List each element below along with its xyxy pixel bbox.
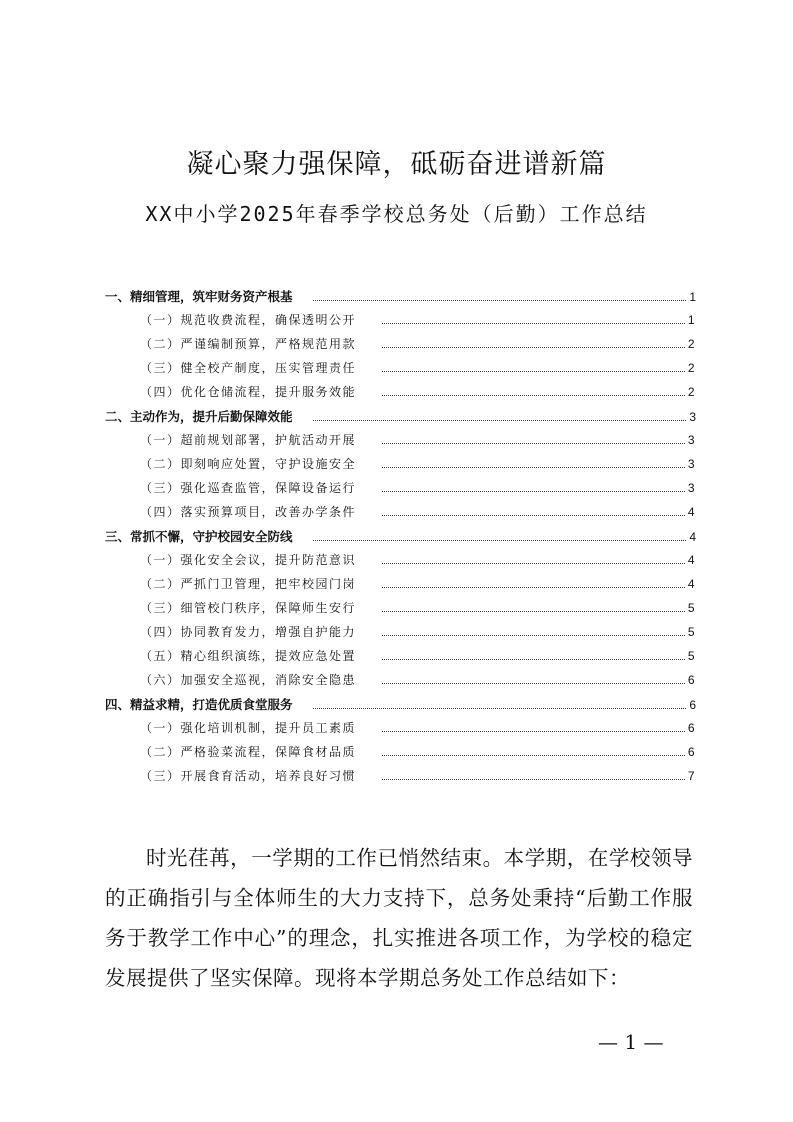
toc-subheading[interactable] [105,623,696,647]
toc-entry-text: （三）细管校门秩序，保障师生安行 [140,601,357,615]
toc-subheading[interactable] [105,551,696,575]
toc-entry-text: （三）开展食育活动，培养良好习惯 [140,769,357,783]
toc-entry-text: （一）超前规划部署，护航活动开展 [140,433,357,447]
toc-subheading[interactable] [105,647,696,671]
toc-page-number: 6 [689,698,696,712]
toc-entry-text: （五）精心组织演练，提效应急处置 [140,649,357,663]
toc-page-number: 5 [687,649,696,663]
toc-leader-dots [382,323,685,324]
toc-leader-dots [382,347,685,348]
toc-subheading[interactable] [105,311,696,335]
toc-entry-text: 四、精益求精，打造优质食堂服务 [105,697,293,712]
toc-leader-dots [382,659,685,660]
toc-subheading[interactable] [105,719,696,743]
toc-leader-dots [382,371,685,372]
toc-subheading[interactable] [105,431,696,455]
document-title: 凝心聚力强保障，砥砺奋进谱新篇 [186,149,607,180]
toc-entry-text: （四）协同教育发力，增强自护能力 [140,625,357,639]
toc-page-number: 1 [689,290,696,304]
toc-leader-dots [313,540,687,541]
intro-paragraph: 时光荏苒，一学期的工作已悄然结束。本学期，在学校领导的正确指引与全体师生的大力支持下，总务处秉持“后勤工作服务于教学工作中心”的理念，扎实推进各项工作，为学校的稳定发展提供了坚实保障。现将本学期总务处工作总结如下： [105,846,693,990]
toc-page-number: 6 [687,673,696,687]
toc-page-number: 5 [687,601,696,615]
toc-page-number: 4 [687,577,696,591]
toc-entry-text: （一）强化培训机制，提升员工素质 [140,721,357,735]
toc-leader-dots [313,420,687,421]
toc-entry-text: （四）落实预算项目，改善办学条件 [140,505,357,519]
toc-subheading[interactable] [105,599,696,623]
toc-leader-dots [382,395,685,396]
toc-leader-dots [313,300,687,301]
toc-heading[interactable] [105,695,696,719]
toc-heading[interactable] [105,287,696,311]
toc-entry-text: （二）严抓门卫管理，把牢校园门岗 [140,577,357,591]
toc-subheading[interactable] [105,743,696,767]
toc-page-number: 5 [687,625,696,639]
toc-page-number: 4 [687,553,696,567]
toc-page-number: 3 [687,457,696,471]
toc-page-number: 2 [687,337,696,351]
toc-page-number: 7 [687,769,696,783]
toc-leader-dots [382,563,685,564]
toc-page-number: 1 [687,313,696,327]
toc-subheading[interactable] [105,767,696,791]
toc-heading[interactable] [105,527,696,551]
toc-leader-dots [382,515,685,516]
toc-page-number: 4 [689,530,696,544]
toc-entry-text: （二）严谨编制预算，严格规范用款 [140,337,357,351]
toc-entry-text: （二）严格验菜流程，保障食材品质 [140,745,357,759]
toc-subheading[interactable] [105,455,696,479]
toc-leader-dots [382,443,685,444]
toc-subheading[interactable] [105,479,696,503]
toc-subheading[interactable] [105,383,696,407]
toc-entry-text: （三）强化巡查监管，保障设备运行 [140,481,357,495]
toc-entry-text: 一、精细管理，筑牢财务资产根基 [105,289,293,304]
toc-entry-text: 二、主动作为，提升后勤保障效能 [105,409,293,424]
toc-subheading[interactable] [105,335,696,359]
toc-leader-dots [313,708,687,709]
toc-entry-text: （三）健全校产制度，压实管理责任 [140,361,357,375]
toc-entry-text: 三、常抓不懈，守护校园安全防线 [105,529,293,544]
toc-subheading[interactable] [105,671,696,695]
toc-page-number: 3 [687,433,696,447]
toc-page-number: 3 [689,410,696,424]
toc-page-number: 2 [687,385,696,399]
toc-entry-text: （二）即刻响应处置，守护设施安全 [140,457,357,471]
toc-leader-dots [382,731,685,732]
toc-leader-dots [382,779,685,780]
toc-entry-text: （一）规范收费流程，确保透明公开 [140,313,357,327]
toc-subheading[interactable] [105,359,696,383]
toc-entry-text: （六）加强安全巡视，消除安全隐患 [140,673,357,687]
toc-leader-dots [382,683,685,684]
toc-leader-dots [382,611,685,612]
toc-subheading[interactable] [105,503,696,527]
toc-leader-dots [382,635,685,636]
toc-heading[interactable] [105,407,696,431]
toc-page-number: 6 [687,745,696,759]
toc-page-number: 6 [687,721,696,735]
toc-page-number: 4 [687,505,696,519]
page-number: — 1 — [598,1030,664,1054]
toc-entry-text: （一）强化安全会议，提升防范意识 [140,553,357,567]
toc-page-number: 3 [687,481,696,495]
toc-leader-dots [382,755,685,756]
toc-leader-dots [382,491,685,492]
toc-entry-text: （四）优化仓储流程，提升服务效能 [140,385,357,399]
toc-leader-dots [382,467,685,468]
toc-leader-dots [382,587,685,588]
document-subtitle: XX中小学2025年春季学校总务处（后勤）工作总结 [145,202,648,226]
table-of-contents [105,287,696,791]
toc-subheading[interactable] [105,575,696,599]
toc-page-number: 2 [687,361,696,375]
